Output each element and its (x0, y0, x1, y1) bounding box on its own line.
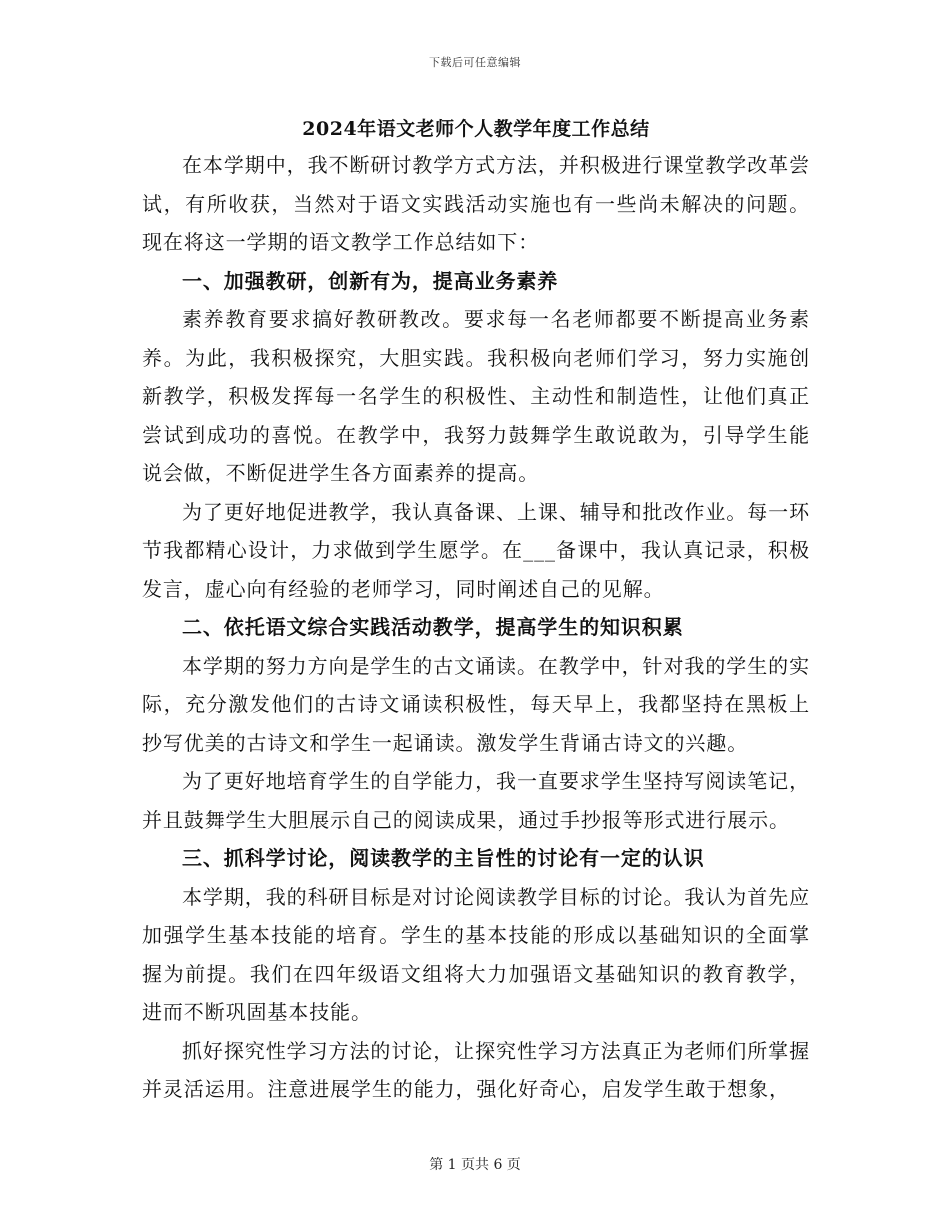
section-2-paragraph-2: 为了更好地培育学生的自学能力，我一直要求学生坚持写阅读笔记，并且鼓舞学生大胆展示自己的阅读成果，通过手抄报等形式进行展示。 (142, 769, 810, 832)
header-note: 下载后可任意编辑 (429, 56, 521, 69)
document-title: 2024年语文老师个人教学年度工作总结 (302, 118, 650, 140)
section-1-paragraph-1: 素养教育要求搞好教研教改。要求每一名老师都要不断提高业务素养。为此，我积极探究，大胆实践。我积极向老师们学习，努力实施创新教学，积极发挥每一名学生的积极性、主动性和制造性，让他们真正尝试到成功的喜悦。在教学中，我努力鼓舞学生敢说敢为，引导学生能说会做，不断促进学生各方面素养的提高。 (142, 307, 810, 485)
section-1-paragraph-2: 为了更好地促进教学，我认真备课、上课、辅导和批改作业。每一环节我都精心设计，力求做到学生愿学。在___备课中，我认真记录，积极发言，虚心向有经验的老师学习，同时阐述自己的见解。 (142, 499, 810, 601)
section-3-paragraph-2: 抓好探究性学习方法的讨论，让探究性学习方法真正为老师们所掌握并灵活运用。注意进展学生的能力，强化好奇心，启发学生敢于想象， (142, 1038, 810, 1101)
section-3-paragraph-1: 本学期，我的科研目标是对讨论阅读教学目标的讨论。我认为首先应加强学生基本技能的培育。学生的基本技能的形成以基础知识的全面掌握为前提。我们在四年级语文组将大力加强语文基础知识的教育教学，进而不断巩固基本技能。 (142, 884, 810, 1024)
section-2-heading: 二、依托语文综合实践活动教学，提高学生的知识积累 (182, 615, 684, 639)
intro-paragraph: 在本学期中，我不断研讨教学方式方法，并积极进行课堂教学改革尝试，有所收获，当然对于语文实践活动实施也有一些尚未解决的问题。现在将这一学期的语文教学工作总结如下： (142, 153, 810, 254)
section-2-paragraph-1: 本学期的努力方向是学生的古文诵读。在教学中，针对我的学生的实际，充分激发他们的古诗文诵读积极性，每天早上，我都坚持在黑板上抄写优美的古诗文和学生一起诵读。激发学生背诵古诗文的兴趣。 (142, 653, 810, 755)
page-number: 第 1 页共 6 页 (429, 1157, 521, 1173)
section-1-heading: 一、加强教研，创新有为，提高业务素养 (182, 268, 559, 293)
document-body (142, 112, 810, 1109)
section-3-heading: 三、抓科学讨论，阅读教学的主旨性的讨论有一定的认识 (182, 846, 705, 870)
